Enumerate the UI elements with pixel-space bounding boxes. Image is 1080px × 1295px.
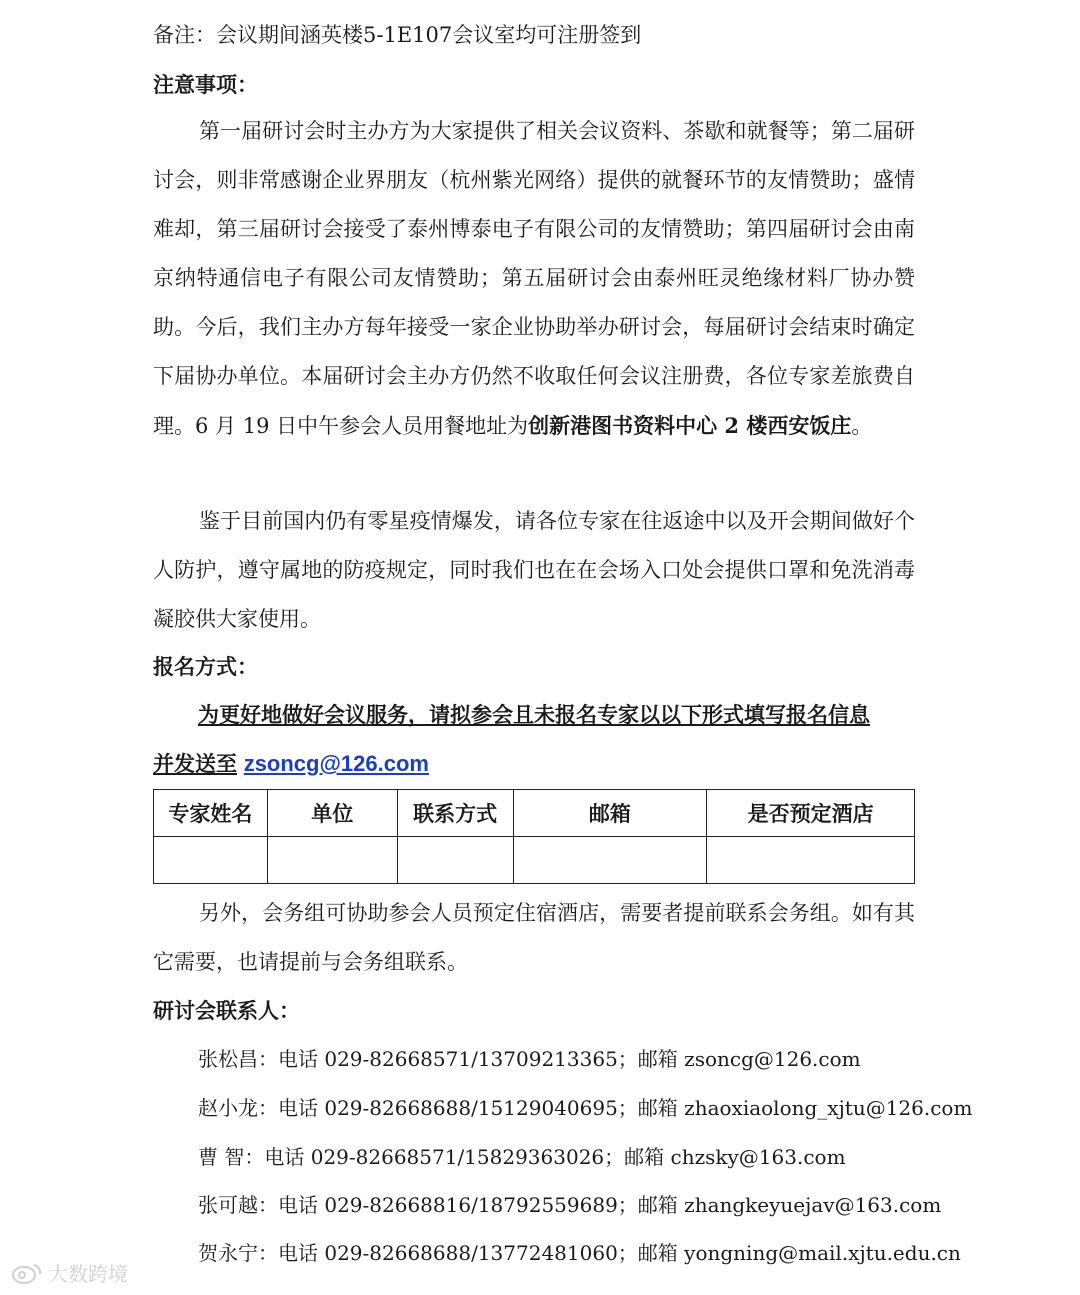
header-email: 邮箱 [513,790,707,837]
table-row [154,837,915,884]
signup-send-prefix: 并发送至 [153,751,237,776]
header-hotel: 是否预定酒店 [707,790,915,837]
signup-heading: 报名方式： [153,654,258,679]
contact-item: 贺永宁：电话 029-82668688/13772481060；邮箱 yongning@mail.xjtu.edu.cn [198,1241,961,1265]
contacts-heading: 研讨会联系人： [153,998,300,1023]
header-expert-name: 专家姓名 [154,790,268,837]
watermark [10,1258,128,1287]
cell-contact[interactable] [397,837,513,884]
notice-paragraph-1 [153,107,915,451]
registration-table [153,789,915,884]
contact-item: 赵小龙：电话 029-82668688/15129040695；邮箱 zhaoxiaolong_xjtu@126.com [198,1096,973,1120]
signup-instruction-text: 为更好地做好会议服务，请拟参会且未报名专家以以下形式填写报名信息 [198,702,870,727]
lunch-venue: 创新港图书资料中心 2 楼西安饭庄 [528,413,852,438]
header-unit: 单位 [267,790,397,837]
cell-expert-name[interactable] [154,837,268,884]
signup-send-line [153,749,915,779]
notice-paragraph-1-end: 。 [851,414,873,438]
notice-paragraph-1-text: 第一届研讨会时主办方为大家提供了相关会议资料、茶歇和就餐等；第二届研讨会，则非常感谢企业界朋友（杭州紫光网络）提供的就餐环节的友情赞助；盛情难却，第三届研讨会接受了泰州博泰电子有限公司的友情赞助；第四届研讨会由南京纳特通信电子有限公司友情赞助；第五届研讨会由泰州旺灵绝缘材料厂协办赞助。今后，我们主办方每年接受一家企业协助举办研讨会，每届研讨会结束时确定下届协办单位。本届研讨会主办方仍然不收取任何会议注册费，各位专家差旅费自理。6 月 19 日中午参会人员用餐地址为 [153,119,915,438]
registration-note: 备注：会议期间涵英楼5-1E107会议室均可注册签到 [153,23,642,47]
signup-email-link[interactable]: zsoncg@126.com [243,751,429,776]
notice-paragraph-2: 鉴于目前国内仍有零星疫情爆发，请各位专家在往返途中以及开会期间做好个人防护，遵守属地的防疫规定，同时我们也在在会场入口处会提供口罩和免洗消毒凝胶供大家使用。 [153,509,915,631]
header-contact: 联系方式 [397,790,513,837]
cell-unit[interactable] [267,837,397,884]
notice-heading: 注意事项： [153,72,258,97]
hotel-paragraph: 另外，会务组可协助参会人员预定住宿酒店，需要者提前联系会务组。如有其它需要，也请提前与会务组联系。 [153,901,915,974]
watermark-text: 大数跨境 [48,1262,128,1286]
table-header-row [154,790,915,837]
contact-item: 张可越：电话 029-82668816/18792559689；邮箱 zhangkeyuejav@163.com [198,1193,942,1217]
contact-item: 张松昌：电话 029-82668571/13709213365；邮箱 zsoncg@126.com [198,1047,861,1071]
signup-instruction [198,700,915,730]
cell-hotel[interactable] [707,837,915,884]
cell-email[interactable] [513,837,707,884]
contact-item: 曹 智：电话 029-82668571/15829363026；邮箱 chzsky@163.com [198,1145,846,1169]
weibo-icon [10,1261,44,1285]
